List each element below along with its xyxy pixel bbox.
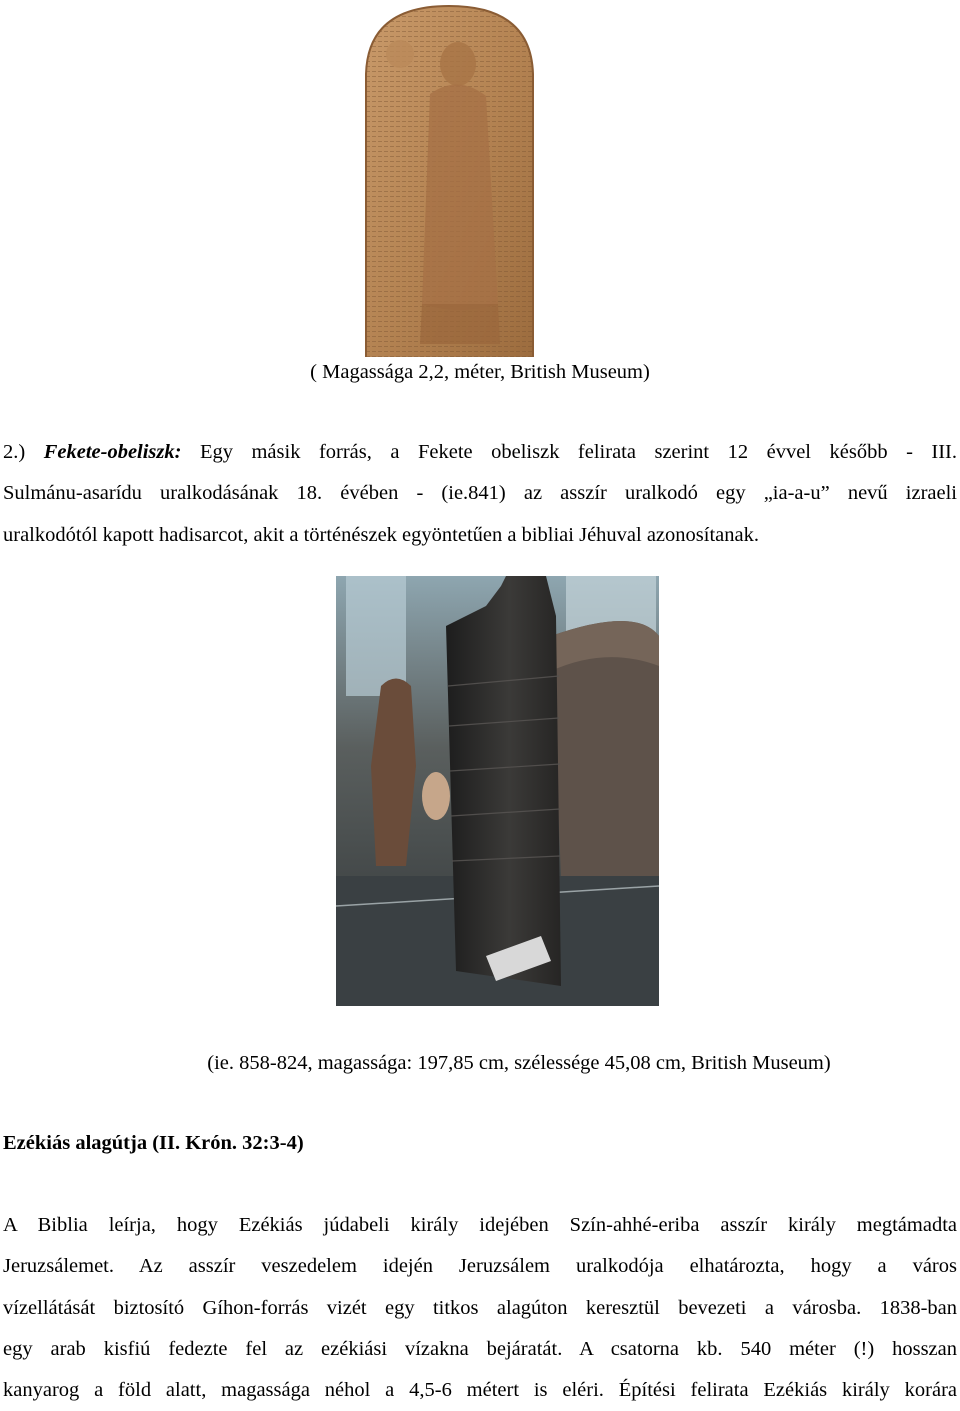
hezekiah-paragraph [3,1205,957,1411]
section-heading: Ezékiás alagútja (II. Krón. 32:3-4) [3,1132,304,1154]
section-number: 2.) [3,441,26,463]
paragraph-line: vízellátását biztosító Gíhon-forrás vizét egy titkos alagúton keresztül bevezeti a városba. 1838-ban [3,1296,957,1319]
paragraph-line: uralkodótól kapott hadisarcot, akit a történészek egyöntetűen a bibliai Jéhuval azonosítanak. [3,523,759,546]
figure2-caption: (ie. 858-824, magassága: 197,85 cm, szélessége 45,08 cm, British Museum) [207,1052,831,1074]
paragraph-line: egy arab kisfiú fedezte fel az ezékiási vízakna bejáratát. A csatorna kb. 540 méter (!) hosszan [3,1337,957,1360]
figure1-caption: ( Magassága 2,2, méter, British Museum) [310,361,650,383]
line-text: Egy másik forrás, a Fekete obeliszk felirata szerint 12 évvel később - III. [199,441,957,463]
obelisk-paragraph [3,432,957,556]
stele-photo [360,4,539,357]
paragraph-line [3,432,957,473]
black-obelisk-photo [336,576,659,1006]
paragraph-line: kanyarog a föld alatt, magassága néhol a 4,5-6 métert is eléri. Építési felirata Ezékiás király korára [3,1379,957,1402]
paragraph-line: Sulmánu-asarídu uralkodásának 18. évében - (ie.841) az asszír uralkodó egy „ia-a-u” nevű izraeli [3,482,957,505]
paragraph-line: Jeruzsálemet. Az asszír veszedelem idején Jeruzsálem uralkodója elhatározta, hogy a város [3,1255,957,1278]
term-fekete-obeliszk: Fekete-obeliszk: [43,441,182,463]
paragraph-line: A Biblia leírja, hogy Ezékiás júdabeli király idejében Szín-ahhé-eriba asszír király megtámadta [3,1214,957,1236]
